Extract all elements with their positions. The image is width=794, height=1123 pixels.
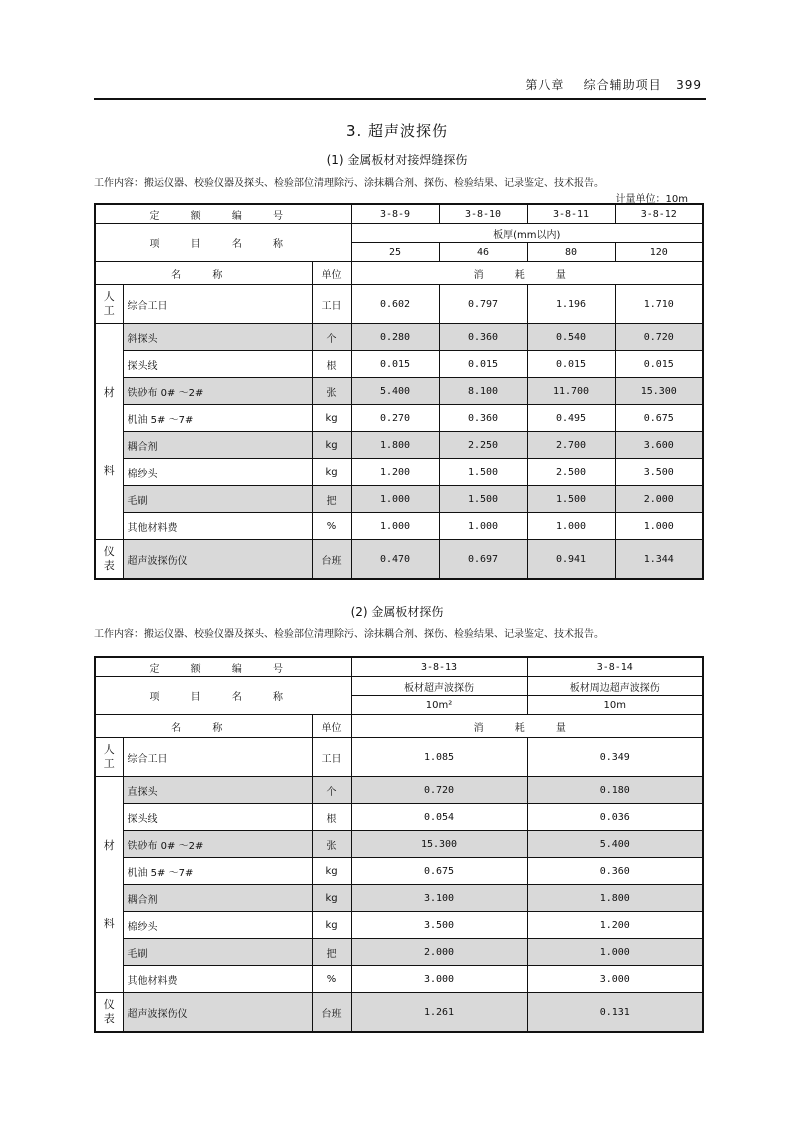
category-cell (95, 777, 123, 993)
item-value: 1.000 (615, 513, 703, 540)
param-value: 25 (351, 243, 439, 262)
item-unit: 个 (312, 324, 351, 351)
item-name: 探头线 (123, 804, 312, 831)
item-unit: 工日 (312, 738, 351, 777)
table-row (95, 966, 703, 993)
item-unit: 根 (312, 804, 351, 831)
table1-subtitle: (1) 金属板材对接焊缝探伤 (326, 153, 468, 167)
item-value: 11.700 (527, 378, 615, 405)
column-header-row (95, 715, 703, 738)
item-name: 直探头 (123, 777, 312, 804)
item-value: 0.015 (351, 351, 439, 378)
item-name: 其他材料费 (123, 513, 312, 540)
item-value: 0.697 (439, 540, 527, 580)
item-name: 探头线 (123, 351, 312, 378)
item-value: 0.131 (527, 993, 703, 1033)
item-value: 1.500 (439, 459, 527, 486)
item-value: 1.200 (351, 459, 439, 486)
table-row (95, 777, 703, 804)
param-label-row (95, 224, 703, 243)
quota-table-2 (94, 656, 704, 1033)
item-name: 斜探头 (123, 324, 312, 351)
col-unit-header: 单位 (312, 715, 351, 738)
item-value: 1.000 (527, 513, 615, 540)
item-unit-label: 10m² (351, 696, 527, 715)
table-row (95, 858, 703, 885)
item-value: 2.500 (527, 459, 615, 486)
item-value: 0.054 (351, 804, 527, 831)
item-value: 1.344 (615, 540, 703, 580)
item-unit: kg (312, 405, 351, 432)
item-unit: 张 (312, 378, 351, 405)
table-row (95, 378, 703, 405)
item-unit: kg (312, 459, 351, 486)
item-value: 2.000 (615, 486, 703, 513)
item-unit: 台班 (312, 993, 351, 1033)
item-label: 项 目 名 称 (95, 224, 351, 262)
quota-table-1 (94, 203, 704, 580)
param-value: 120 (615, 243, 703, 262)
item-value: 3.100 (351, 885, 527, 912)
item-name: 超声波探伤仪 (123, 993, 312, 1033)
table-row (95, 405, 703, 432)
item-value: 1.000 (439, 513, 527, 540)
item-value: 0.495 (527, 405, 615, 432)
item-value: 2.700 (527, 432, 615, 459)
item-name: 毛刷 (123, 486, 312, 513)
item-name: 机油 5# ～7# (123, 405, 312, 432)
table-row (95, 993, 703, 1033)
item-value: 0.602 (351, 285, 439, 324)
item-value: 1.710 (615, 285, 703, 324)
item-value: 0.360 (527, 858, 703, 885)
item-value: 3.500 (351, 912, 527, 939)
category-label: 人工 (103, 743, 115, 770)
table-row (95, 486, 703, 513)
code-row (95, 204, 703, 224)
item-name: 耦合剂 (123, 885, 312, 912)
item-value: 1.000 (351, 486, 439, 513)
item-value: 1.800 (351, 432, 439, 459)
item-value: 3.600 (615, 432, 703, 459)
item-value: 1.500 (527, 486, 615, 513)
item-value: 0.280 (351, 324, 439, 351)
item-name: 机油 5# ～7# (123, 858, 312, 885)
item-title: 板材周边超声波探伤 (527, 677, 703, 696)
item-name: 超声波探伤仪 (123, 540, 312, 580)
item-value: 0.015 (439, 351, 527, 378)
table-row (95, 540, 703, 580)
item-value: 0.270 (351, 405, 439, 432)
category-label: 仪表 (103, 545, 115, 572)
item-name: 铁砂布 0# ～2# (123, 831, 312, 858)
category-label: 仪表 (103, 998, 115, 1025)
item-value: 0.360 (439, 324, 527, 351)
table-row (95, 432, 703, 459)
item-value: 0.036 (527, 804, 703, 831)
item-value: 0.797 (439, 285, 527, 324)
item-name: 毛刷 (123, 939, 312, 966)
item-value: 0.015 (527, 351, 615, 378)
header-text (525, 76, 702, 93)
param-value: 80 (527, 243, 615, 262)
col-consume-header: 消 耗 量 (351, 262, 703, 285)
table-row (95, 459, 703, 486)
item-unit: 把 (312, 486, 351, 513)
item-unit: kg (312, 912, 351, 939)
table-row (95, 912, 703, 939)
col-unit-header: 单位 (312, 262, 351, 285)
item-unit-label: 10m (527, 696, 703, 715)
category-label: 材料 (103, 838, 115, 930)
quota-code: 3-8-14 (527, 657, 703, 677)
item-value: 15.300 (615, 378, 703, 405)
category-label: 人工 (103, 290, 115, 317)
item-unit: 根 (312, 351, 351, 378)
item-name: 棉纱头 (123, 912, 312, 939)
item-unit: % (312, 513, 351, 540)
param-value: 46 (439, 243, 527, 262)
item-value: 0.941 (527, 540, 615, 580)
table-row (95, 285, 703, 324)
table1-work-content: 工作内容：搬运仪器、校验仪器及探头、检验部位清理除污、涂抹耦合剂、探伤、检验结果、记录鉴定、技术报告。 (94, 178, 604, 189)
category-cell (95, 324, 123, 540)
table-row (95, 738, 703, 777)
item-name-row (95, 677, 703, 696)
item-value: 2.250 (439, 432, 527, 459)
item-name: 综合工日 (123, 738, 312, 777)
section-title: 3. 超声波探伤 (345, 122, 449, 140)
chapter-label: 第八章 (525, 78, 565, 92)
category-label: 材料 (103, 385, 115, 477)
quota-code: 3-8-9 (351, 204, 439, 224)
item-unit: kg (312, 858, 351, 885)
item-label: 项 目 名 称 (95, 677, 351, 715)
code-label: 定 额 编 号 (95, 204, 351, 224)
table-row (95, 804, 703, 831)
item-value: 1.200 (527, 912, 703, 939)
chapter-title: 综合辅助项目 (583, 78, 662, 92)
item-value: 0.540 (527, 324, 615, 351)
table-row (95, 513, 703, 540)
quota-code: 3-8-10 (439, 204, 527, 224)
item-name: 其他材料费 (123, 966, 312, 993)
category-cell (95, 993, 123, 1033)
table-row (95, 351, 703, 378)
item-value: 0.675 (351, 858, 527, 885)
col-name-header: 名 称 (95, 715, 312, 738)
item-unit: % (312, 966, 351, 993)
item-value: 0.675 (615, 405, 703, 432)
item-value: 2.000 (351, 939, 527, 966)
item-unit: 个 (312, 777, 351, 804)
table-row (95, 324, 703, 351)
page-header (94, 72, 706, 100)
item-value: 1.000 (351, 513, 439, 540)
item-value: 1.000 (527, 939, 703, 966)
item-value: 0.720 (615, 324, 703, 351)
table-row (95, 831, 703, 858)
item-value: 5.400 (527, 831, 703, 858)
param-label: 板厚(mm以内) (351, 224, 703, 243)
item-value: 1.085 (351, 738, 527, 777)
quota-code: 3-8-11 (527, 204, 615, 224)
col-name-header: 名 称 (95, 262, 312, 285)
col-consume-header: 消 耗 量 (351, 715, 703, 738)
item-unit: 工日 (312, 285, 351, 324)
item-value: 0.349 (527, 738, 703, 777)
category-cell (95, 540, 123, 580)
page-number: 399 (676, 78, 702, 92)
code-row (95, 657, 703, 677)
item-name: 综合工日 (123, 285, 312, 324)
item-value: 1.196 (527, 285, 615, 324)
item-unit: 台班 (312, 540, 351, 580)
item-unit: kg (312, 432, 351, 459)
item-value: 1.261 (351, 993, 527, 1033)
item-value: 1.500 (439, 486, 527, 513)
table-row (95, 885, 703, 912)
item-value: 5.400 (351, 378, 439, 405)
item-value: 0.720 (351, 777, 527, 804)
table1-unit: 计量单位：10m (615, 194, 688, 205)
item-unit: 把 (312, 939, 351, 966)
table-row (95, 939, 703, 966)
item-value: 3.000 (527, 966, 703, 993)
item-value: 15.300 (351, 831, 527, 858)
item-value: 0.360 (439, 405, 527, 432)
quota-code: 3-8-12 (615, 204, 703, 224)
code-label: 定 额 编 号 (95, 657, 351, 677)
category-cell (95, 738, 123, 777)
item-name: 铁砂布 0# ～2# (123, 378, 312, 405)
category-cell (95, 285, 123, 324)
item-title: 板材超声波探伤 (351, 677, 527, 696)
table2-subtitle: (2) 金属板材探伤 (350, 605, 444, 619)
table2-work-content: 工作内容：搬运仪器、校验仪器及探头、检验部位清理除污、涂抹耦合剂、探伤、检验结果、记录鉴定、技术报告。 (94, 629, 604, 640)
item-value: 0.015 (615, 351, 703, 378)
item-unit: kg (312, 885, 351, 912)
item-value: 1.800 (527, 885, 703, 912)
item-name: 耦合剂 (123, 432, 312, 459)
item-unit: 张 (312, 831, 351, 858)
item-value: 0.470 (351, 540, 439, 580)
item-name: 棉纱头 (123, 459, 312, 486)
item-value: 8.100 (439, 378, 527, 405)
item-value: 3.500 (615, 459, 703, 486)
column-header-row (95, 262, 703, 285)
quota-code: 3-8-13 (351, 657, 527, 677)
item-value: 3.000 (351, 966, 527, 993)
item-value: 0.180 (527, 777, 703, 804)
